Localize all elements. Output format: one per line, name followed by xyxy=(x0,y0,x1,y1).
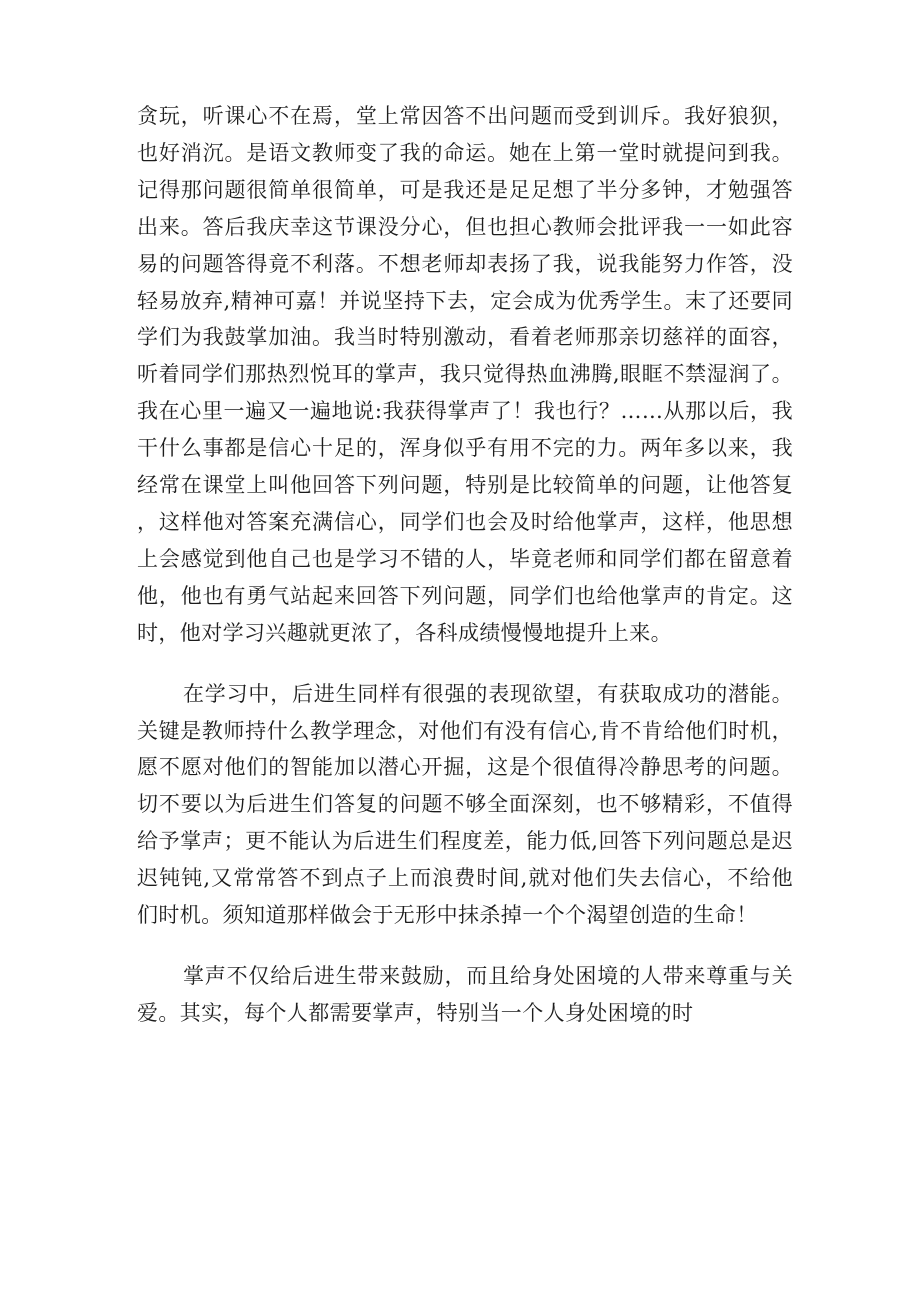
paragraph-learning: 在学习中，后进生同样有很强的表现欲望，有获取成功的潜能。关键是教师持什么教学理念，对他们有没有信心,肯不肯给他们时机，愿不愿对他们的智能加以潜心开掘，这是个很值得冷静思考的问题。切不要以为后进生们答复的问题不够全面深刻，也不够精彩，不值得给予掌声；更不能认为后进生们程度差，能力低,回答下列问题总是迟迟钝钝,又常常答不到点子上而浪费时间,就对他们失去信心，不给他们时机。须知道那样做会于无形中抹杀掉一个个渴望创造的生命！ xyxy=(137,681,793,928)
document-page xyxy=(137,98,793,1032)
paragraph-continuation: 贪玩，听课心不在焉，堂上常因答不出问题而受到训斥。我好狼狈，也好消沉。是语文教师变了我的命运。她在上第一堂时就提问到我。记得那问题很简单很简单，可是我还是足足想了半分多钟，才勉强答出来。答后我庆幸这节课没分心，但也担心教师会批评我一一如此容易的问题答得竟不利落。不想老师却表扬了我，说我能努力作答，没轻易放弃,精神可嘉！并说坚持下去，定会成为优秀学生。末了还要同学们为我鼓掌加油。我当时特别激动，看着老师那亲切慈祥的面容，听着同学们那热烈悦耳的掌声，我只觉得热血沸腾,眼眶不禁湿润了。我在心里一遍又一遍地说:我获得掌声了！我也行？……从那以后，我干什么事都是信心十足的，浑身似乎有用不完的力。两年多以来，我经常在课堂上叫他回答下列问题，特别是比较简单的问题，让他答复，这样他对答案充满信心，同学们也会及时给他掌声，这样，他思想上会感觉到他自己也是学习不错的人，毕竟老师和同学们都在留意着他，他也有勇气站起来回答下列问题，同学们也给他掌声的肯定。这时，他对学习兴趣就更浓了，各科成绩慢慢地提升上来。 xyxy=(137,104,793,645)
paragraph-applause: 掌声不仅给后进生带来鼓励，而且给身处困境的人带来尊重与关爱。其实，每个人都需要掌声，特别当一个人身处困境的时 xyxy=(137,963,793,1025)
